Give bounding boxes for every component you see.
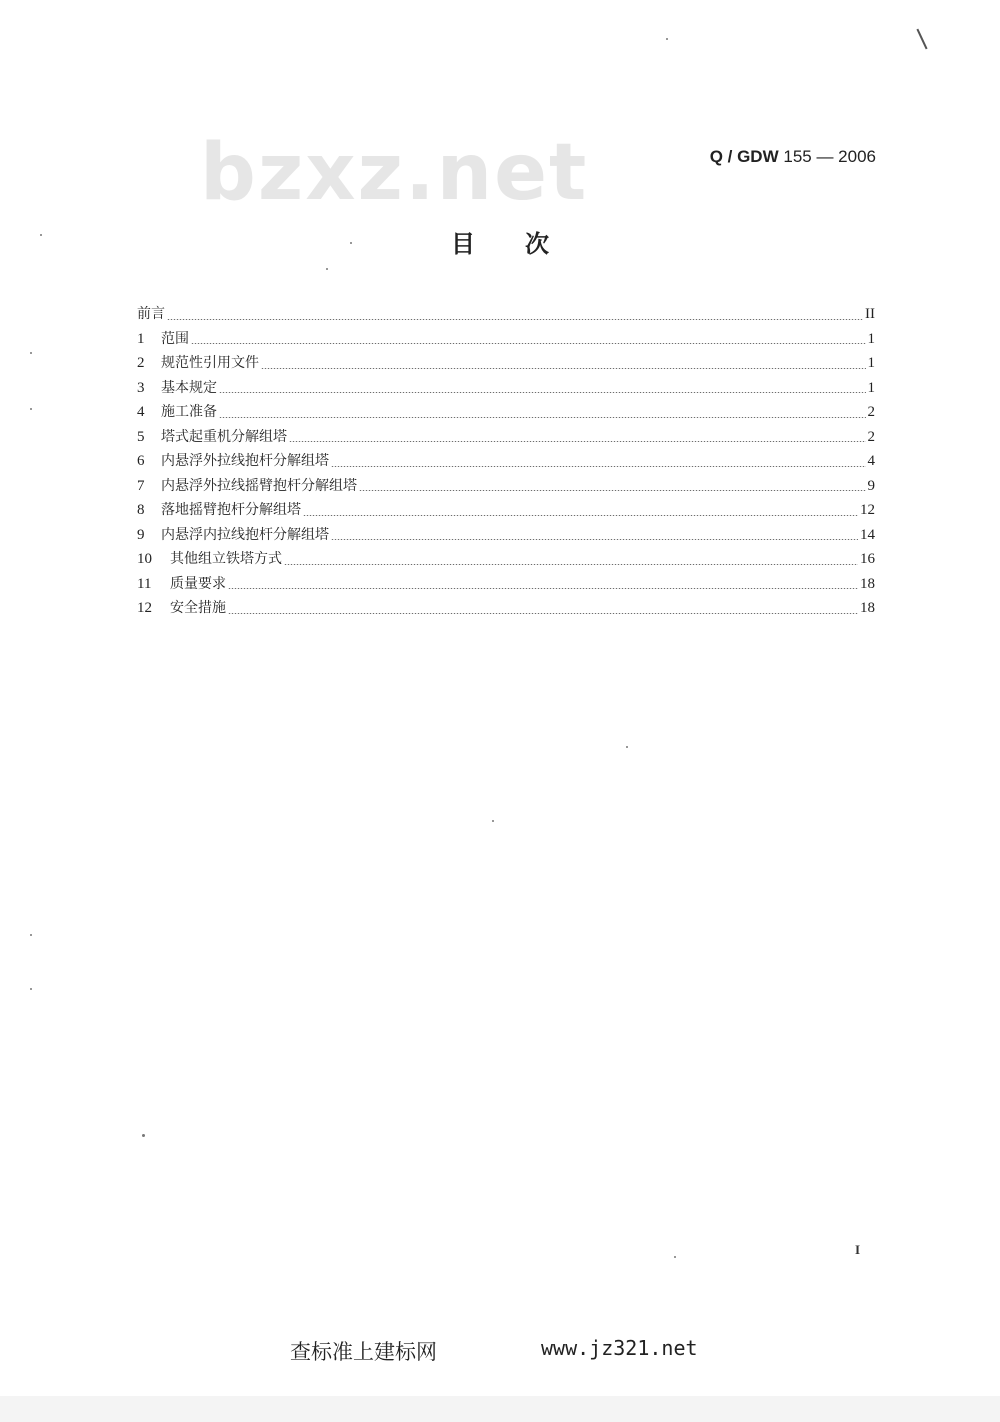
toc-label: 内悬浮外拉线摇臂抱杆分解组塔 xyxy=(161,477,357,494)
toc-row[interactable] xyxy=(137,400,875,425)
toc-title: 目次 xyxy=(451,230,599,258)
toc-leader xyxy=(219,417,866,418)
toc-row[interactable] xyxy=(137,376,875,401)
toc-label: 基本规定 xyxy=(161,379,217,396)
table-of-contents xyxy=(137,302,875,621)
page-number: I xyxy=(855,1242,861,1257)
toc-row[interactable] xyxy=(137,572,875,597)
toc-page: 2 xyxy=(867,428,875,445)
toc-label: 前言 xyxy=(137,306,165,322)
toc-number: 1 xyxy=(137,330,145,347)
toc-row[interactable] xyxy=(137,474,875,499)
toc-leader xyxy=(284,564,858,565)
toc-row[interactable] xyxy=(137,351,875,376)
footer-site-url[interactable]: www.jz321.net xyxy=(541,1336,698,1360)
toc-row[interactable] xyxy=(137,596,875,621)
toc-page: 16 xyxy=(860,551,875,567)
toc-row[interactable] xyxy=(137,425,875,450)
toc-page: 1 xyxy=(867,330,875,347)
toc-label: 安全措施 xyxy=(170,600,226,616)
toc-leader xyxy=(303,515,858,516)
document-code-prefix: Q / GDW xyxy=(709,147,779,166)
scan-speck xyxy=(30,988,32,990)
toc-page: II xyxy=(865,306,875,322)
toc-leader xyxy=(228,613,858,614)
scan-bottom-band xyxy=(0,1396,1000,1422)
toc-number: 3 xyxy=(137,379,145,396)
toc-row[interactable] xyxy=(137,327,875,352)
toc-page: 12 xyxy=(860,502,875,518)
toc-leader xyxy=(359,490,866,491)
scan-mark xyxy=(916,29,927,50)
toc-leader xyxy=(331,539,858,540)
toc-leader xyxy=(331,466,866,467)
scan-speck xyxy=(492,820,494,822)
toc-page: 1 xyxy=(867,355,875,371)
toc-page: 2 xyxy=(867,404,875,420)
toc-label: 内悬浮外拉线抱杆分解组塔 xyxy=(161,453,329,469)
toc-number: 8 xyxy=(137,502,145,518)
toc-row[interactable] xyxy=(137,302,875,327)
toc-number: 4 xyxy=(137,404,145,420)
toc-leader xyxy=(289,441,866,442)
toc-label: 质量要求 xyxy=(170,575,226,592)
toc-label: 其他组立铁塔方式 xyxy=(170,551,282,567)
toc-number: 2 xyxy=(137,355,145,371)
scan-speck xyxy=(30,408,32,410)
toc-page: 18 xyxy=(860,600,875,616)
toc-row[interactable] xyxy=(137,523,875,548)
scan-speck xyxy=(350,242,352,244)
toc-page: 4 xyxy=(867,453,875,469)
toc-page: 14 xyxy=(860,526,875,543)
toc-label: 内悬浮内拉线抱杆分解组塔 xyxy=(161,526,329,543)
toc-page: 9 xyxy=(867,477,875,494)
toc-leader xyxy=(219,392,866,393)
toc-label: 施工准备 xyxy=(161,404,217,420)
toc-page: 18 xyxy=(860,575,875,592)
toc-number: 10 xyxy=(137,551,152,567)
scan-speck xyxy=(30,352,32,354)
toc-number: 11 xyxy=(137,575,152,592)
scan-speck xyxy=(30,934,32,936)
toc-number: 5 xyxy=(137,428,145,445)
footer-site-name: 查标准上建标网 xyxy=(290,1340,437,1364)
scan-speck xyxy=(674,1256,676,1258)
toc-leader xyxy=(228,588,858,589)
toc-label: 范围 xyxy=(161,330,189,347)
toc-page: 1 xyxy=(867,379,875,396)
document-code xyxy=(710,147,876,167)
toc-leader xyxy=(261,368,866,369)
toc-number: 7 xyxy=(137,477,145,494)
toc-label: 落地摇臂抱杆分解组塔 xyxy=(161,502,301,518)
toc-leader xyxy=(167,319,863,320)
watermark: bzxz.net xyxy=(200,128,589,218)
scan-speck xyxy=(666,38,668,40)
document-code-number: 155 — 2006 xyxy=(778,147,876,166)
scan-speck xyxy=(40,234,42,236)
toc-row[interactable] xyxy=(137,547,875,572)
toc-number: 6 xyxy=(137,453,145,469)
toc-label: 塔式起重机分解组塔 xyxy=(161,428,287,445)
toc-row[interactable] xyxy=(137,498,875,523)
toc-number: 12 xyxy=(137,600,152,616)
scan-speck xyxy=(626,746,628,748)
toc-label: 规范性引用文件 xyxy=(161,355,259,371)
toc-number: 9 xyxy=(137,526,145,543)
scan-speck xyxy=(142,1134,145,1137)
toc-row[interactable] xyxy=(137,449,875,474)
scan-speck xyxy=(326,268,328,270)
toc-leader xyxy=(191,343,866,344)
